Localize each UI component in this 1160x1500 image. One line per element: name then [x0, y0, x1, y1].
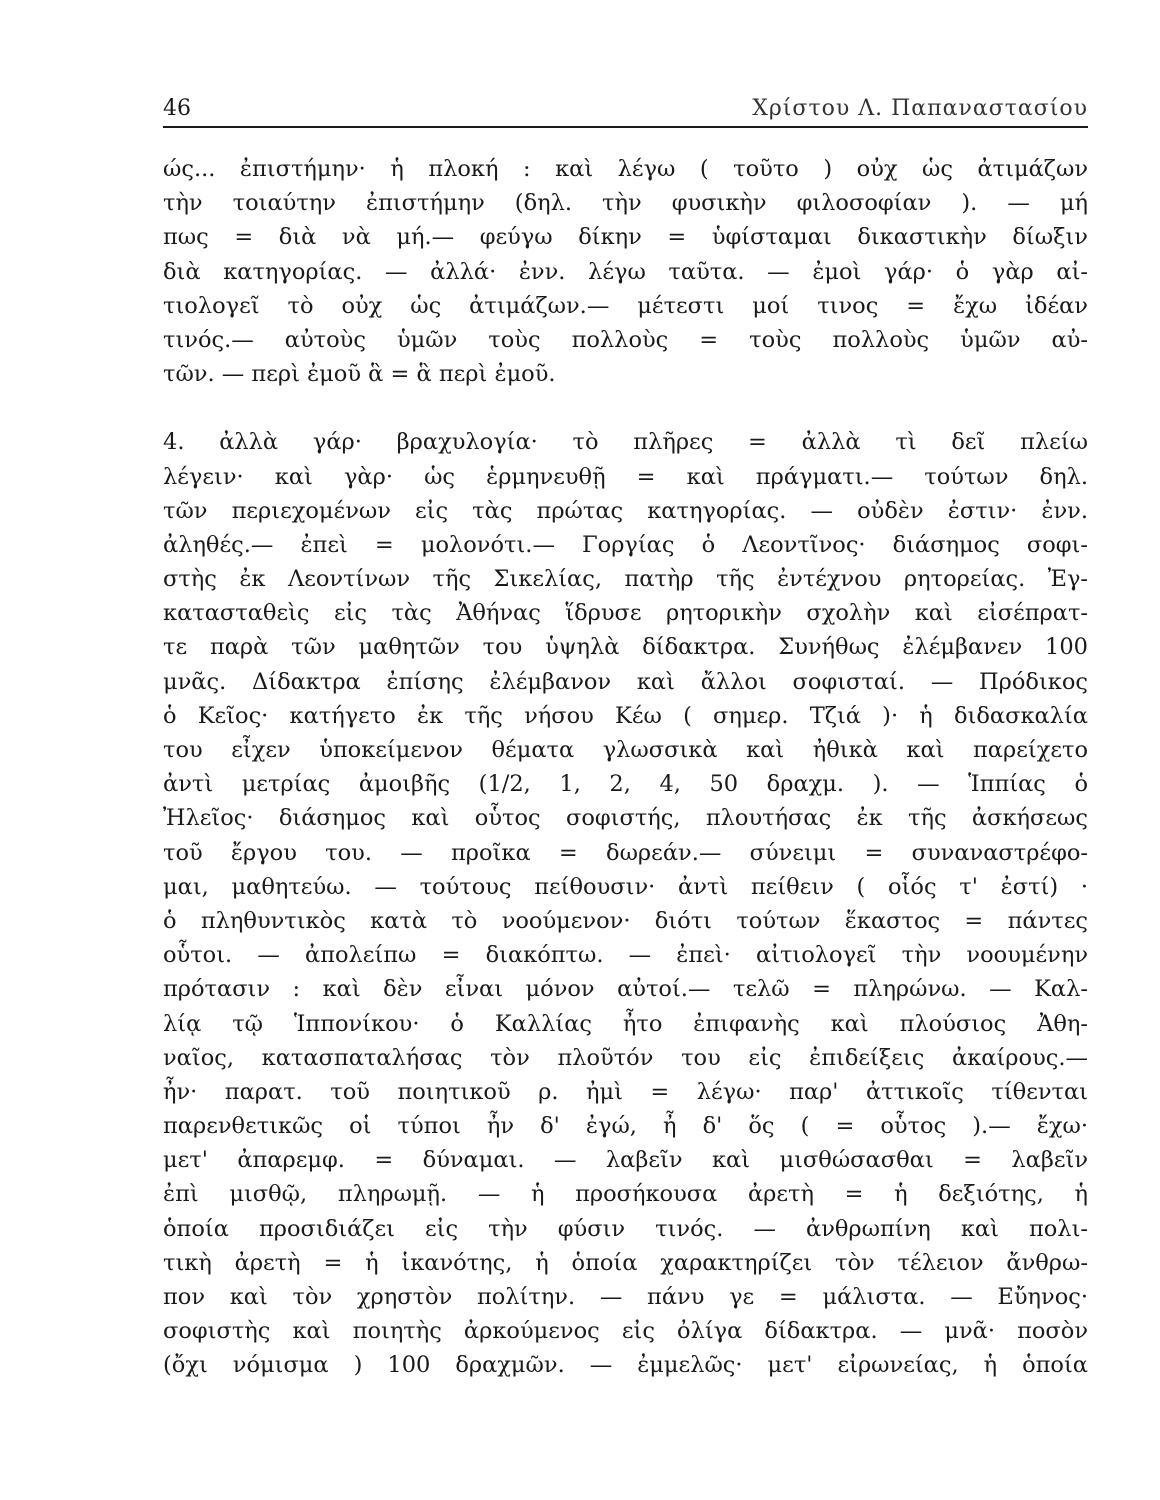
text-line: μνᾶς. Δίδακτρα ἐπίσης ἐλέμβανον καὶ ἄλλοι σοφισταί. — Πρόδικος [163, 668, 1088, 695]
paragraph-2 [163, 425, 1088, 1382]
text-line: τικὴ ἀρετὴ = ἡ ἱκανότης, ἡ ὁποία χαρακτηρίζει τὸν τέλειον ἄνθρω- [163, 1249, 1088, 1276]
text-line: ὁποία προσιδιάζει εἰς τὴν φύσιν τινός. — ἀνθρωπίνη καὶ πολι- [163, 1215, 1088, 1242]
text-line: πον καὶ τὸν χρηστὸν πολίτην. — πάνυ γε = μάλιστα. — Εὔηνος· [163, 1284, 1088, 1310]
text-line: ὁ Κεῖος· κατήγετο ἐκ τῆς νήσου Κέω ( σημερ. Τζιά )· ἡ διδασκαλία [163, 702, 1088, 729]
text-line: του εἶχεν ὑποκείμενον θέματα γλωσσικὰ καὶ ἠθικὰ καὶ παρείχετο [163, 737, 1088, 763]
text-line: (ὄχι νόμισμα ) 100 δραχμῶν. — ἐμμελῶς· μετ' εἰρωνείας, ἡ ὁποία [163, 1352, 1088, 1379]
page-header [163, 92, 1088, 128]
text-line: τοῦ ἔργου του. — προῖκα = δωρεάν.— σύνειμι = συναναστρέφο- [163, 839, 1088, 866]
text-line: διὰ κατηγορίας. — ἀλλά· ἐνν. λέγω ταῦτα. — ἐμοὶ γάρ· ὁ γὰρ αἰ- [163, 258, 1088, 285]
text-line: ἐπὶ μισθῷ, πληρωμῇ. — ἡ προσήκουσα ἀρετὴ = ἡ δεξιότης, ἡ [163, 1181, 1088, 1208]
text-line: σοφιστὴς καὶ ποιητὴς ἀρκούμενος εἰς ὀλίγα δίδακτρα. — μνᾶ· ποσὸν [163, 1318, 1088, 1345]
text-line: τε παρὰ τῶν μαθητῶν του ὑψηλὰ δίδακτρα. Συνήθως ἐλέμβανεν 100 [163, 634, 1088, 661]
text-line: τῶν. — περὶ ἐμοῦ ἃ = ἃ περὶ ἐμοῦ. [163, 361, 556, 388]
text-line: τιολογεῖ τὸ οὐχ ὡς ἀτιμάζων.— μέτεστι μοί τινος = ἔχω ἰδέαν [163, 292, 1088, 319]
page-body [163, 152, 1088, 1383]
text-line: λέγειν· καὶ γὰρ· ὡς ἑρμηνευθῇ = καὶ πράγματι.— τούτων δηλ. [163, 463, 1088, 490]
text-line: κατασταθεὶς εἰς τὰς Ἀθήνας ἵδρυσε ρητορικὴν σχολὴν καὶ εἰσέπρατ- [163, 600, 1088, 627]
text-line: τὴν τοιαύτην ἐπιστήμην (δηλ. τὴν φυσικὴν φιλοσοφίαν ). — μή [163, 190, 1088, 217]
text-line: 4. ἀλλὰ γάρ· βραχυλογία· τὸ πλῆρες = ἀλλὰ τὶ δεῖ πλείω [163, 429, 1088, 456]
paragraph-gap [163, 391, 1088, 425]
text-line: ὁ πληθυντικὸς κατὰ τὸ νοούμενον· διότι τούτων ἕκαστος = πάντες [163, 907, 1088, 934]
text-line: οὗτοι. — ἀπολείπω = διακόπτω. — ἐπεὶ· αἰτιολογεῖ τὴν νοουμένην [163, 942, 1088, 969]
text-line: ναῖος, κατασπαταλήσας τὸν πλοῦτόν του εἰς ἐπιδείξεις ἀκαίρους.— [163, 1044, 1088, 1071]
page-number: 46 [163, 96, 191, 121]
text-line: ἦν· παρατ. τοῦ ποιητικοῦ ρ. ἠμὶ = λέγω· παρ' ἀττικοῖς τίθενται [163, 1078, 1088, 1105]
text-line: τινός.— αὐτοὺς ὑμῶν τοὺς πολλοὺς = τοὺς πολλοὺς ὑμῶν αὐ- [163, 326, 1088, 353]
text-line: στὴς ἐκ Λεοντίνων τῆς Σικελίας, πατὴρ τῆς ἐντέχνου ρητορείας. Ἐγ- [163, 566, 1088, 593]
text-line: παρενθετικῶς οἱ τύποι ἦν δ' ἐγώ, ἦ δ' ὅς ( = οὗτος ).— ἔχω· [163, 1113, 1088, 1140]
text-line: τῶν περιεχομένων εἰς τὰς πρώτας κατηγορίας. — οὐδὲν ἐστιν· ἐνν. [163, 497, 1088, 524]
running-head: Χρίστου Λ. Παπαναστασίου [752, 96, 1088, 121]
text-line: μετ' ἀπαρεμφ. = δύναμαι. — λαβεῖν καὶ μισθώσασθαι = λαβεῖν [163, 1147, 1088, 1174]
text-line: ἀληθές.— ἐπεὶ = μολονότι.— Γοργίας ὁ Λεοντῖνος· διάσημος σοφι- [163, 531, 1088, 558]
text-line: λίᾳ τῷ Ἱππονίκου· ὁ Καλλίας ἦτο ἐπιφανὴς καὶ πλούσιος Ἀθη- [163, 1010, 1088, 1037]
paragraph-1 [163, 152, 1088, 391]
text-line: πως = διὰ νὰ μή.— φεύγω δίκην = ὑφίσταμαι δικαστικὴν δίωξιν [163, 224, 1088, 251]
text-line: μαι, μαθητεύω. — τούτους πείθουσιν· ἀντὶ πείθειν ( οἷός τ' ἐστί) · [163, 873, 1088, 900]
text-line: ἀντὶ μετρίας ἀμοιβῆς (1/2, 1, 2, 4, 50 δραχμ. ). — Ἱππίας ὁ [163, 771, 1088, 798]
text-line: πρότασιν : καὶ δὲν εἶναι μόνον αὐτοί.— τελῶ = πληρώνω. — Καλ- [163, 976, 1088, 1003]
text-line: Ἠλεῖος· διάσημος καὶ οὗτος σοφιστής, πλουτήσας ἐκ τῆς ἀσκήσεως [163, 805, 1088, 832]
text-line: ώς... ἐπιστήμην· ἡ πλοκή : καὶ λέγω ( τοῦτο ) οὐχ ὡς ἀτιμάζων [163, 156, 1088, 182]
